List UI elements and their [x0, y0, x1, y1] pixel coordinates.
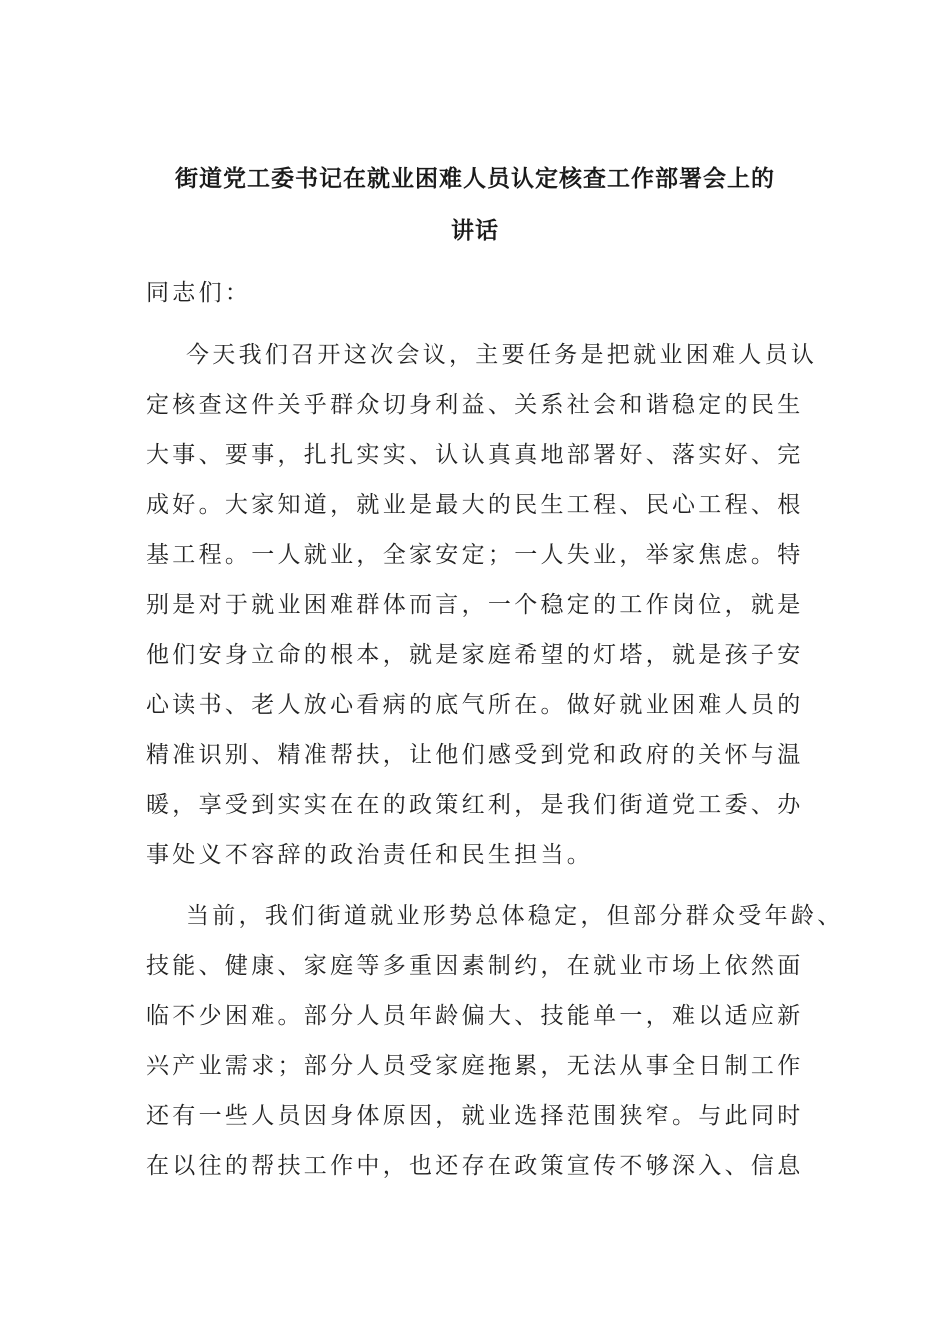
paragraph-2-line: 当前，我们街道就业形势总体稳定，但部分群众受年龄、 [186, 903, 844, 929]
paragraph-2-line: 兴产业需求；部分人员受家庭拖累，无法从事全日制工作 [146, 1053, 804, 1079]
paragraph-1-line: 心读书、老人放心看病的底气所在。做好就业困难人员的 [146, 692, 804, 718]
paragraph-1-line: 基工程。一人就业，全家安定；一人失业，举家焦虑。特 [146, 542, 804, 568]
paragraph-2-line: 临不少困难。部分人员年龄偏大、技能单一，难以适应新 [146, 1003, 804, 1029]
paragraph-2-line: 还有一些人员因身体原因，就业选择范围狭窄。与此同时 [146, 1103, 804, 1129]
paragraph-1-line: 暖，享受到实实在在的政策红利，是我们街道党工委、办 [146, 792, 804, 818]
paragraph-1-line: 今天我们召开这次会议，主要任务是把就业困难人员认 [186, 342, 818, 368]
paragraph-2-line: 在以往的帮扶工作中，也还存在政策宣传不够深入、信息 [146, 1153, 804, 1179]
salutation: 同志们： [146, 280, 252, 306]
paragraph-1-line: 定核查这件关乎群众切身利益、关系社会和谐稳定的民生 [146, 392, 804, 418]
paragraph-1-line: 精准识别、精准帮扶，让他们感受到党和政府的关怀与温 [146, 742, 804, 768]
paragraph-1-line: 事处义不容辞的政治责任和民生担当。 [146, 842, 594, 868]
document-title-line-1: 街道党工委书记在就业困难人员认定核查工作部署会上的 [175, 166, 775, 192]
paragraph-1-line: 他们安身立命的根本，就是家庭希望的灯塔，就是孩子安 [146, 642, 804, 668]
paragraph-1-line: 别是对于就业困难群体而言，一个稳定的工作岗位，就是 [146, 592, 804, 618]
document-title-line-2: 讲话 [451, 218, 499, 244]
paragraph-1-line: 大事、要事，扎扎实实、认认真真地部署好、落实好、完 [146, 442, 804, 468]
paragraph-2-line: 技能、健康、家庭等多重因素制约，在就业市场上依然面 [146, 953, 804, 979]
paragraph-1-line: 成好。大家知道，就业是最大的民生工程、民心工程、根 [146, 492, 804, 518]
